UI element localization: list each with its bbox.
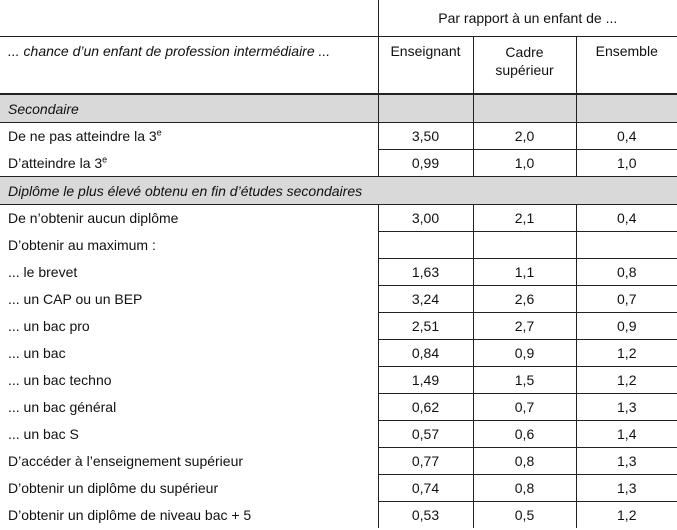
value-enseignant: 1,49	[378, 367, 473, 394]
header-row-group	[0, 0, 677, 37]
value-empty	[473, 232, 576, 259]
value-ensemble: 0,7	[576, 286, 677, 313]
row-label: D’obtenir un diplôme du supérieur	[8, 480, 219, 496]
table-row	[0, 232, 677, 259]
group-title: Par rapport à un enfant de ...	[378, 0, 677, 37]
table-row	[0, 205, 677, 232]
value-enseignant: 3,00	[378, 205, 473, 232]
row-label-text: D’atteindre la 3	[8, 154, 103, 171]
row-label-header: ... chance d’un enfant de profession intermédiaire ...	[0, 37, 378, 95]
value-enseignant: 2,51	[378, 313, 473, 340]
table-row	[0, 286, 677, 313]
value-ensemble: 1,3	[576, 394, 677, 421]
table-row	[0, 259, 677, 286]
superscript: e	[156, 127, 162, 138]
value-ensemble: 1,3	[576, 448, 677, 475]
value-ensemble: 1,2	[576, 502, 677, 529]
row-label: ... un bac techno	[8, 372, 112, 388]
section-empty-cell	[576, 94, 677, 123]
value-ensemble: 1,3	[576, 475, 677, 502]
row-label: ... le brevet	[8, 264, 78, 280]
value-cadre: 0,5	[473, 502, 576, 529]
row-label: ... un bac général	[8, 399, 117, 415]
value-ensemble: 1,2	[576, 367, 677, 394]
value-ensemble: 1,2	[576, 340, 677, 367]
table-row	[0, 313, 677, 340]
col-header-cadre-line1: Cadre	[505, 44, 544, 60]
row-label-text: De ne pas atteindre la 3	[8, 128, 157, 145]
row-label: ... un bac	[8, 345, 66, 361]
value-cadre: 2,0	[473, 123, 576, 150]
value-enseignant: 0,77	[378, 448, 473, 475]
table-row	[0, 340, 677, 367]
value-cadre: 0,9	[473, 340, 576, 367]
section-row-secondaire	[0, 94, 677, 123]
row-label: De n’obtenir aucun diplôme	[8, 210, 179, 227]
value-enseignant: 3,24	[378, 286, 473, 313]
value-cadre: 0,8	[473, 475, 576, 502]
value-ensemble: 1,0	[576, 150, 677, 177]
value-enseignant: 0,57	[378, 421, 473, 448]
value-cadre: 2,7	[473, 313, 576, 340]
value-cadre: 1,1	[473, 259, 576, 286]
col-header-ensemble: Ensemble	[576, 37, 677, 95]
row-label: D’obtenir un diplôme de niveau bac + 5	[8, 506, 252, 523]
value-enseignant: 0,74	[378, 475, 473, 502]
header-row-columns	[0, 37, 677, 95]
value-cadre: 0,8	[473, 448, 576, 475]
value-ensemble: 0,8	[576, 259, 677, 286]
table-row	[0, 394, 677, 421]
table-row	[0, 367, 677, 394]
section-row-diplome	[0, 177, 677, 205]
value-cadre: 1,5	[473, 367, 576, 394]
value-enseignant: 0,62	[378, 394, 473, 421]
superscript: e	[102, 154, 108, 165]
value-enseignant: 1,63	[378, 259, 473, 286]
row-label	[0, 150, 378, 177]
row-label: ... un bac pro	[8, 318, 90, 334]
value-cadre: 0,7	[473, 394, 576, 421]
value-cadre: 2,1	[473, 205, 576, 232]
section-empty-cell	[473, 94, 576, 123]
section-empty-cell	[378, 94, 473, 123]
section-title-diplome: Diplôme le plus élevé obtenu en fin d’études secondaires	[0, 177, 677, 205]
value-cadre: 1,0	[473, 150, 576, 177]
table-row	[0, 448, 677, 475]
value-ensemble: 0,4	[576, 205, 677, 232]
table-row	[0, 150, 677, 177]
value-enseignant: 0,53	[378, 502, 473, 529]
value-ensemble: 0,9	[576, 313, 677, 340]
col-header-cadre	[473, 37, 576, 95]
value-enseignant: 3,50	[378, 123, 473, 150]
value-enseignant: 0,84	[378, 340, 473, 367]
row-label: ... un CAP ou un BEP	[8, 291, 143, 307]
value-enseignant: 0,99	[378, 150, 473, 177]
value-cadre: 2,6	[473, 286, 576, 313]
header-empty-cell	[0, 0, 378, 37]
table-row	[0, 475, 677, 502]
col-header-enseignant: Enseignant	[378, 37, 473, 95]
row-label: ... un bac S	[8, 426, 79, 442]
value-empty	[378, 232, 473, 259]
table-row	[0, 502, 677, 529]
row-label: D’obtenir au maximum :	[8, 237, 156, 253]
value-empty	[576, 232, 677, 259]
row-label: D’accéder à l’enseignement supérieur	[8, 453, 244, 469]
row-label	[0, 123, 378, 150]
table-row	[0, 123, 677, 150]
section-title-secondaire: Secondaire	[0, 94, 378, 123]
value-ensemble: 0,4	[576, 123, 677, 150]
table-row	[0, 421, 677, 448]
value-cadre: 0,6	[473, 421, 576, 448]
col-header-cadre-line2: supérieur	[495, 62, 554, 78]
value-ensemble: 1,4	[576, 421, 677, 448]
